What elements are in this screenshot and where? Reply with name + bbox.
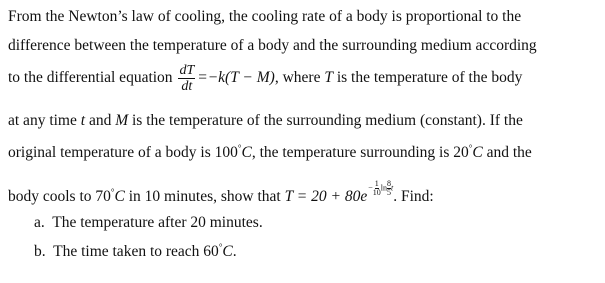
- exponent-den-2: 5: [386, 187, 391, 197]
- equation-rhs: =−k(T − M): [197, 69, 275, 87]
- paragraph-line-2: difference between the temperature of a body and the surrounding medium according: [8, 37, 537, 54]
- exponent-fraction: [373, 180, 381, 197]
- list-marker: b.: [34, 243, 46, 261]
- list-text: The time taken to reach 60: [53, 243, 219, 261]
- variable-t: t: [80, 112, 86, 129]
- unit-c: C: [222, 243, 233, 261]
- text: and: [88, 112, 112, 129]
- list-item: [34, 242, 237, 261]
- list-end: .: [232, 243, 237, 261]
- list-marker: a.: [34, 214, 45, 231]
- fraction-numerator: dT: [179, 63, 195, 78]
- exponent-den: 10: [372, 187, 381, 197]
- exponent-num-2: 8: [386, 178, 391, 188]
- unit-c: C: [241, 144, 252, 162]
- text: , the temperature surrounding is 20: [251, 144, 469, 162]
- formula-T: T = 20 + 80e: [284, 188, 368, 206]
- text: to the differential equation: [8, 69, 173, 87]
- list-item: [34, 214, 263, 232]
- variable-T: T: [324, 69, 333, 87]
- paragraph-line-4: [8, 112, 523, 130]
- exponent-sign: −: [368, 183, 373, 193]
- degree-symbol: °: [468, 143, 473, 153]
- text: , where: [274, 69, 321, 87]
- text: body cools to 70: [8, 188, 111, 206]
- exponent-num: 1: [374, 178, 379, 188]
- exponent-ln: ln: [380, 183, 387, 193]
- text: is the temperature of the surrounding medium (constant). If the: [132, 112, 523, 129]
- unit-c: C: [114, 188, 125, 206]
- exponent: [368, 180, 393, 197]
- text: in 10 minutes, show that: [128, 188, 281, 206]
- text: and the: [486, 144, 532, 162]
- fraction-denominator: dt: [181, 79, 193, 94]
- degree-symbol: °: [237, 143, 242, 153]
- derivative-fraction: [178, 63, 195, 94]
- degree-symbol: °: [110, 187, 115, 197]
- exponent-var: t: [390, 183, 394, 193]
- variable-M: M: [115, 112, 129, 129]
- paragraph-line-5: [8, 143, 532, 162]
- paragraph-line-6: [8, 178, 434, 208]
- text: . Find:: [393, 188, 434, 206]
- list-text: The temperature after 20 minutes.: [52, 214, 263, 231]
- text: is the temperature of the body: [336, 69, 523, 87]
- unit-c: C: [472, 144, 483, 162]
- degree-symbol: °: [218, 242, 223, 252]
- paragraph-line-1: From the Newton’s law of cooling, the cooling rate of a body is proportional to the: [8, 8, 522, 25]
- text: original temperature of a body is 100: [8, 144, 238, 162]
- text: at any time: [8, 112, 77, 129]
- paragraph-line-3: [8, 63, 522, 94]
